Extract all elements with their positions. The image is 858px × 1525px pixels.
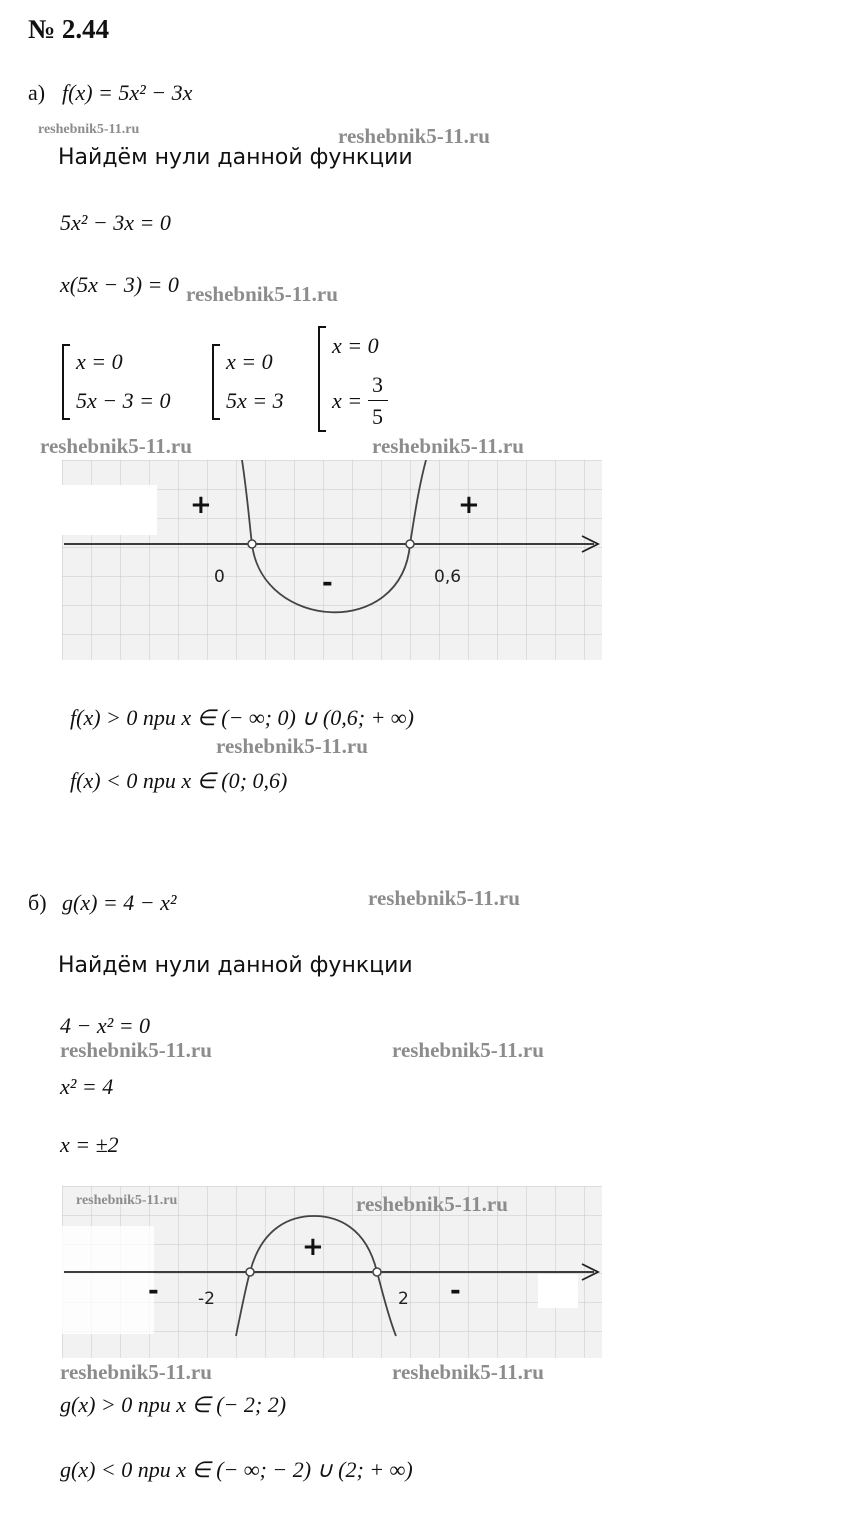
watermark: reshebnik5-11.ru [60, 1360, 212, 1384]
graph-a [62, 460, 602, 660]
part-a-eq2: x(5x − 3) = 0 [60, 272, 179, 297]
watermark: reshebnik5-11.ru [372, 434, 524, 458]
watermark: reshebnik5-11.ru [338, 124, 490, 148]
graph-a-sign-mid: - [322, 568, 333, 598]
watermark: reshebnik5-11.ru [356, 1192, 508, 1216]
part-a-find-zeros: Найдём нули данной функции [58, 145, 413, 170]
graph-b-sign-mid: + [302, 1232, 324, 1262]
watermark: reshebnik5-11.ru [38, 122, 140, 137]
graph-b [62, 1186, 602, 1358]
system-bracket [318, 326, 326, 432]
graph-b-right-zero: 2 [398, 1289, 409, 1309]
graph-a-left-zero: 0 [214, 567, 225, 587]
page-title: № 2.44 [28, 14, 110, 44]
part-a-eq1: 5x² − 3x = 0 [60, 210, 171, 235]
system3-lhs: x = [332, 388, 363, 413]
watermark: reshebnik5-11.ru [368, 886, 520, 910]
graph-b-sign-left: - [148, 1276, 159, 1306]
fraction-bar [368, 400, 388, 401]
graph-b-left-zero: -2 [198, 1289, 215, 1309]
graph-a-right-zero: 0,6 [434, 567, 462, 587]
fraction-denominator: 5 [372, 404, 383, 429]
part-a-function: f(x) = 5x² − 3x [62, 80, 193, 105]
watermark: reshebnik5-11.ru [40, 434, 192, 458]
part-b-eq2: x² = 4 [60, 1074, 114, 1099]
fraction-numerator: 3 [372, 372, 383, 397]
system1-line1: x = 0 [76, 349, 123, 374]
graph-a-sign-left: + [190, 490, 212, 520]
part-b-eq3: x = ±2 [60, 1132, 119, 1157]
part-b-label: б) [28, 890, 47, 915]
part-b-positive: g(x) > 0 при x ∈ (− 2; 2) [60, 1392, 287, 1417]
part-a-negative: f(x) < 0 при x ∈ (0; 0,6) [70, 768, 288, 793]
watermark: reshebnik5-11.ru [392, 1038, 544, 1062]
system2-line2: 5x = 3 [226, 388, 284, 413]
part-a-label: а) [28, 80, 46, 105]
part-b-function: g(x) = 4 − x² [62, 890, 177, 915]
system3-line1: x = 0 [332, 333, 379, 358]
watermark: reshebnik5-11.ru [392, 1360, 544, 1384]
system1-line2: 5x − 3 = 0 [76, 388, 171, 413]
system-bracket [62, 344, 70, 420]
graph-b-sign-right: - [450, 1276, 461, 1306]
system-bracket [212, 344, 220, 420]
part-a-positive: f(x) > 0 при x ∈ (− ∞; 0) ∪ (0,6; + ∞) [70, 705, 414, 730]
watermark: reshebnik5-11.ru [60, 1038, 212, 1062]
system2-line1: x = 0 [226, 349, 273, 374]
part-b-find-zeros: Найдём нули данной функции [58, 953, 413, 978]
watermark: reshebnik5-11.ru [186, 282, 338, 306]
watermark: reshebnik5-11.ru [216, 734, 368, 758]
watermark: reshebnik5-11.ru [76, 1193, 178, 1208]
part-b-eq1: 4 − x² = 0 [60, 1013, 151, 1038]
graph-a-sign-right: + [458, 490, 480, 520]
part-b-negative: g(x) < 0 при x ∈ (− ∞; − 2) ∪ (2; + ∞) [60, 1457, 413, 1482]
